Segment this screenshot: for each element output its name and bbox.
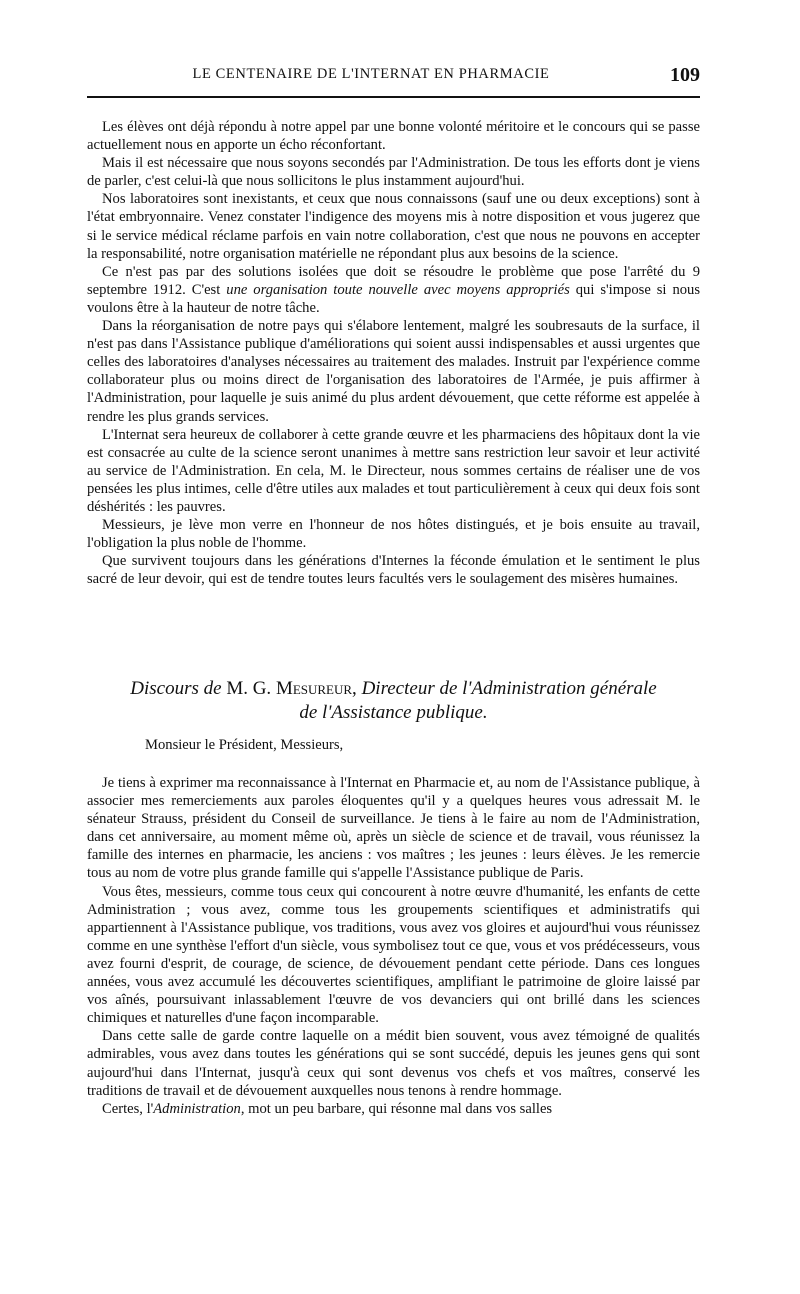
paragraph: Messieurs, je lève mon verre en l'honneur de nos hôtes distingués, et je bois ensuite au travail, l'obligation la plus noble de l'homme. — [87, 517, 700, 552]
speaker-initials: M. G. — [226, 678, 272, 699]
paragraph: Que survivent toujours dans les générations d'Internes la féconde émulation et le sentiment le plus sacré de leur devoir, qui est de tendre toutes leurs facultés vers le soulagement des misères humaines. — [87, 553, 700, 588]
page-number: 109 — [670, 64, 700, 86]
header-rule — [87, 96, 700, 98]
paragraph-text: qui s'impose si nous voulons être à la hauteur de notre tâche. — [87, 281, 701, 316]
section-heading — [87, 677, 700, 725]
heading-prefix: Discours de — [130, 678, 222, 699]
paragraph: Je tiens à exprimer ma reconnaissance à l'Internat en Pharmacie et, au nom de l'Assistance publique, à associer mes remerciements aux paroles éloquentes qu'il y a quelques heures vous adressait M. le sénateur Strauss, président du Conseil de surveillance. Je tiens à le faire au nom de l'Administration, dans cet anniversaire, au moment même où, après un siècle de science et de travail, vous réunissez la famille des internes en pharmacie, les anciens : vos maîtres ; les jeunes : leurs élèves. Je les remercie tous au nom de votre plus grande famille qui s'appelle l'Assistance publique de Paris. — [87, 775, 700, 882]
heading-title: Directeur de l'Administration générale — [361, 678, 657, 699]
paragraph: Dans la réorganisation de notre pays qui s'élabore lentement, malgré les soubresauts de la surface, il n'est pas dans l'Assistance publique d'améliorations qui soient aussi indispensables et aussi urgentes que celles des laboratoires d'analyses nécessaires au traitement des malades. Instruit par l'expérience comme collaborateur plus ou moins direct de l'organisation des laboratoires de l'Armée, je puis affirmer à l'Administration, pour laquelle je suis animé du plus ardent dévouement, que cette réforme est appelée à rendre les plus grands services. — [87, 318, 700, 425]
running-title: LE CENTENAIRE DE L'INTERNAT EN PHARMACIE — [192, 66, 550, 82]
speech-text — [87, 774, 700, 1118]
running-header — [87, 64, 700, 88]
paragraph: Vous êtes, messieurs, comme tous ceux qui concourent à notre œuvre d'humanité, les enfants de cette Administration ; vous avez, comme tous les groupements scientifiques et administratifs qui appartiennent à l'Assistance publique, vos traditions, vous avez vos gloires et aujourd'hui vous réunissez comme en une synthèse l'effort d'un siècle, vous symbolisez tout ce que, vous et vos prédécesseurs, vous avez fourni d'esprit, de courage, de science, de dévouement pendant cette période. Dans ces longues années, vous avez accumulé les découvertes scientifiques, amplifiant le patrimoine de gloire laissé par vos aînés, poursuivant inlassablement l'œuvre de vos devanciers qui ont brillé dans les sciences chimiques et naturelles d'une façon incomparable. — [87, 883, 700, 1027]
heading-line-1 — [87, 677, 700, 701]
paragraph-text: Ce n'est pas par des solutions isolées que doit se résoudre le problème que pose l'arrêté du 9 septembre 1912. C'est — [87, 263, 700, 298]
paragraph: Mais il est nécessaire que nous soyons secondés par l'Administration. De tous les efforts dont je viens de parler, c'est celui-là que nous sollicitons le plus instamment aujourd'hui. — [87, 155, 700, 190]
paragraph — [87, 1100, 700, 1118]
emphasis-text: une organisation toute nouvelle avec moyens appropriés — [226, 281, 570, 298]
paragraph: Les élèves ont déjà répondu à notre appel par une bonne volonté méritoire et le concours qui se passe actuellement nous en apporte un écho réconfortant. — [87, 119, 700, 154]
paragraph: Dans cette salle de garde contre laquelle on a médit bien souvent, vous avez témoigné de qualités admirables, vous avez dans toutes les générations qui se sont succédé, depuis les jeunes gens qui sont aujourd'hui dans l'Internat, jusqu'à ceux qui sont devenus vos chefs et vos maîtres, conservé les traditions de travail et de dévouement auxquelles nous tenons à rendre hommage. — [87, 1028, 700, 1099]
paragraph — [87, 263, 700, 317]
paragraph: Nos laboratoires sont inexistants, et ceux que nous connaissons (sauf une ou deux exceptions) sont à l'état embryonnaire. Venez constater l'indigence des moyens mis à notre disposition et vous jugerez que si le service médical réclame parfois en vain notre collaboration, c'est que nous ne pouvons en accepter la responsabilité, notre organisation matérielle ne répondant plus aux besoins de la science. — [87, 191, 700, 262]
salutation: Monsieur le Président, Messieurs, — [145, 737, 344, 753]
closing-speech-text — [87, 118, 700, 588]
speaker-name: Mesureur, — [275, 678, 357, 699]
paragraph-text: , mot un peu barbare, qui résonne mal dans vos salles — [240, 1100, 553, 1117]
paragraph: L'Internat sera heureux de collaborer à cette grande œuvre et les pharmaciens des hôpitaux dont la vie est consacrée au culte de la science seront unanimes à mettre sans restriction leur savoir et leur activité au service de l'Administration. En cela, M. le Directeur, nous sommes certains de réaliser une de vos pensées les plus intimes, celle d'être utiles aux malades et tout particulièrement à ceux qui deux fois sont déshérités : les pauvres. — [87, 426, 700, 515]
heading-line-2: de l'Assistance publique. — [299, 702, 488, 723]
emphasis-text: Administration — [153, 1100, 241, 1117]
paragraph-text: Certes, l' — [102, 1100, 154, 1117]
